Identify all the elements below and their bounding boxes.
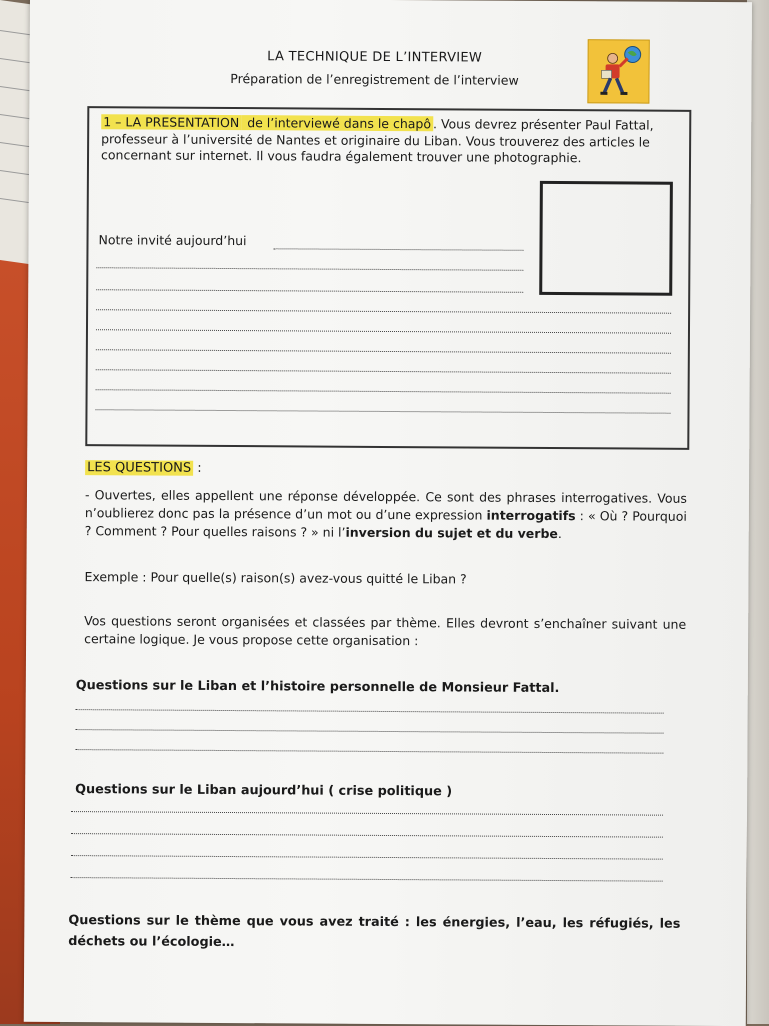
guest-label: Notre invité aujourd’hui <box>98 232 247 249</box>
presentation-instructions <box>101 114 676 167</box>
guest-answer-line[interactable] <box>96 266 523 271</box>
questions-example: Exemple : Pour quelle(s) raison(s) avez-vous quitté le Liban ? <box>84 569 467 587</box>
questions-title-suffix: : <box>193 460 202 476</box>
presentation-box <box>85 106 691 450</box>
questions-paragraph-open <box>85 486 687 544</box>
p1-end: . <box>557 526 562 542</box>
p1-start: - Ouvertes, elles appellent une réponse développée. Ce sont des phrases interrogatives. Vous n’oublierez donc pas la présence d’un mot ou d’une expression <box>84 487 688 523</box>
p1-bold-inversion: inversion du sujet et du verbe <box>345 524 558 542</box>
guest-answer-line[interactable] <box>273 247 523 251</box>
photo-placeholder-box[interactable] <box>539 181 673 296</box>
worksheet-page <box>24 0 752 1026</box>
guest-answer-line[interactable] <box>96 348 671 354</box>
theme1-answer-line[interactable] <box>75 748 663 754</box>
questions-title <box>85 460 202 476</box>
guest-answer-line[interactable] <box>95 408 670 414</box>
presentation-heading-rest: de l’interviewé dans le chapô <box>243 115 432 132</box>
theme2-heading: Questions sur le Liban aujourd’hui ( crise politique ) <box>75 782 453 800</box>
theme2-answer-line[interactable] <box>71 832 663 838</box>
guest-answer-line[interactable] <box>96 368 671 374</box>
p1-bold-interrogatifs: interrogatifs <box>486 507 576 524</box>
presentation-body: . Vous devrez présenter Paul Fattal, professeur à l’université de Nantes et originaire du Liban. Vous trouverez des articles le concernant sur internet. Il vous faudra également trouver une photographie. <box>101 116 654 166</box>
guest-answer-line[interactable] <box>96 328 671 334</box>
theme1-heading: Questions sur le Liban et l’histoire personnelle de Monsieur Fattal. <box>75 678 560 697</box>
guest-answer-line[interactable] <box>96 388 671 394</box>
reporter-with-globe-icon <box>587 39 649 103</box>
page-subtitle: Préparation de l’enregistrement de l’interview <box>230 71 519 88</box>
theme2-answer-line[interactable] <box>71 876 663 882</box>
questions-organisation: Vos questions seront organisées et classées par thème. Elles devront s’enchaîner suivant une certaine logique. Je vous propose cette organisation : <box>84 613 687 649</box>
page-title: LA TECHNIQUE DE L’INTERVIEW <box>267 49 483 66</box>
guest-answer-line[interactable] <box>96 308 671 314</box>
theme3-heading: Questions sur le thème que vous avez traité : les énergies, l’eau, les réfugiés, les déchets ou l’écologie… <box>68 913 681 951</box>
guest-answer-line[interactable] <box>96 288 523 293</box>
theme2-answer-line[interactable] <box>71 810 663 816</box>
theme1-answer-line[interactable] <box>76 728 664 734</box>
p1-mid: : « Où ? Pourquoi ? Comment ? Pour quelles raisons ? » ni l’ <box>84 508 687 540</box>
questions-title-text: LES QUESTIONS <box>87 460 192 476</box>
theme2-answer-line[interactable] <box>71 854 663 860</box>
presentation-heading: 1 – LA PRESENTATION <box>103 114 240 131</box>
theme1-answer-line[interactable] <box>76 708 664 714</box>
